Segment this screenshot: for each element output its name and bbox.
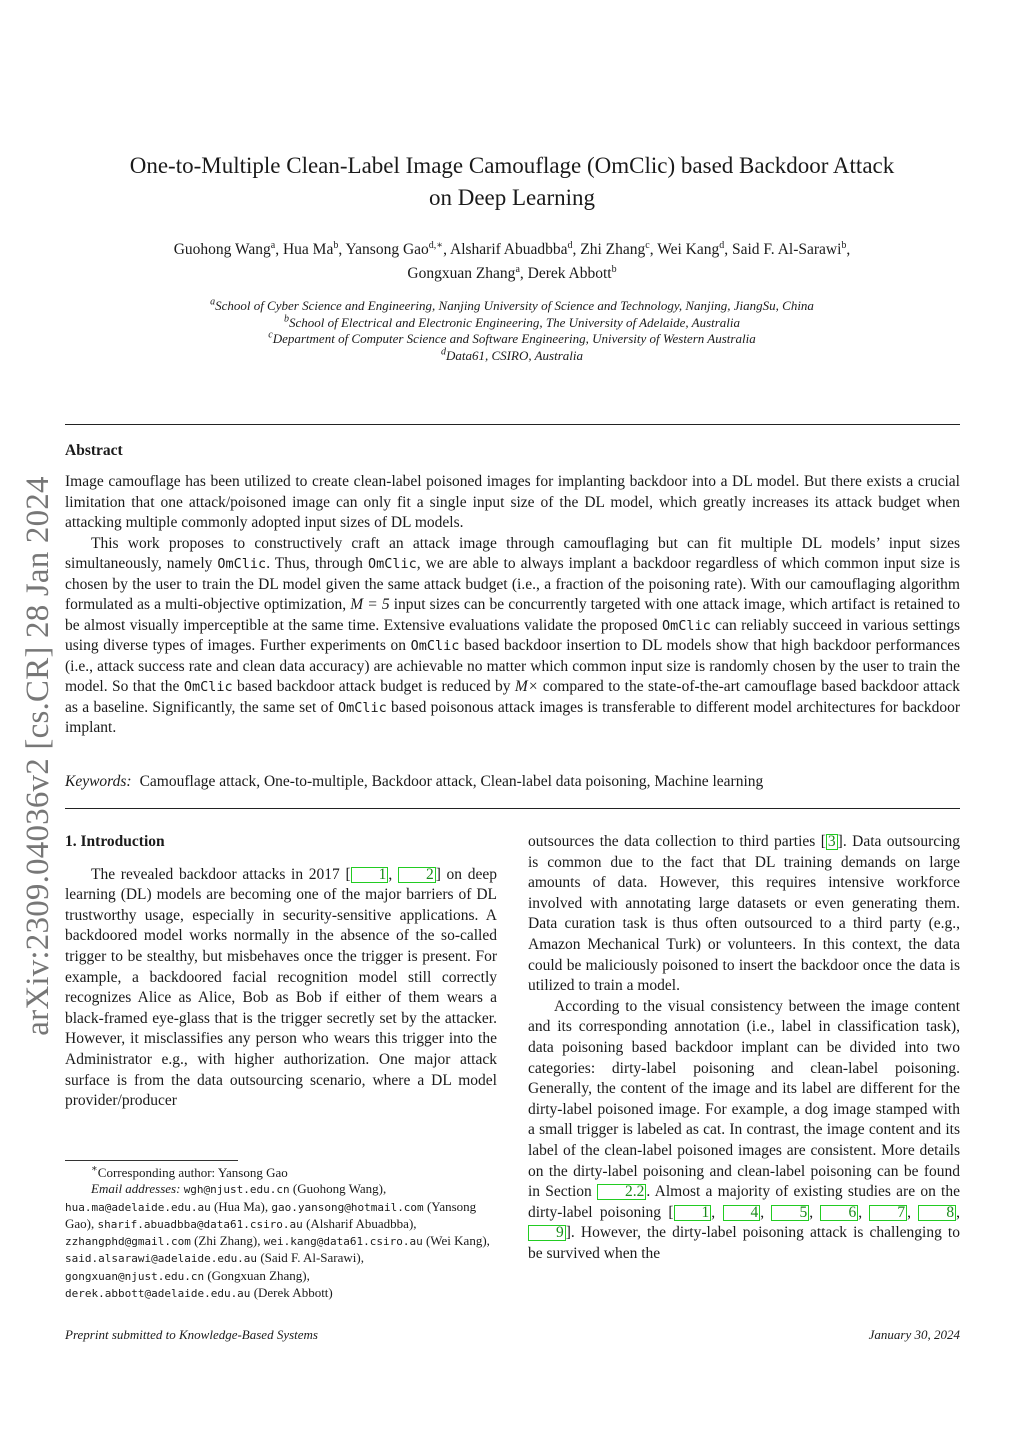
email-link[interactable]: sharif.abuadbba@data61.csiro.au (97, 1217, 303, 1231)
left-column (65, 832, 497, 1112)
author-name: Alsharif Abuadbba (450, 241, 568, 258)
affiliation-sup: b (283, 313, 289, 325)
corresponding-author (65, 1165, 497, 1181)
affiliation (60, 331, 964, 348)
author-sup: b (611, 263, 617, 275)
affiliation-sup: a (210, 296, 216, 308)
text-run: The revealed backdoor attacks in 2017 [ (91, 865, 351, 883)
affiliation-sup: c (268, 329, 273, 341)
text-run: , we are able to always implant a backdoor regardless of which common input size is chosen by the user to train the DL model given the same attack budget (i.e., a fraction of the poisoning rate). With our camouflaging algorithm formulated as a multi-objective optimization, (65, 555, 960, 613)
citation-link[interactable]: 6 (820, 1205, 858, 1221)
text-run: This work proposes to constructively craft an attack image through camouflaging but can fit multiple DL models’ input sizes simultaneously, namely (65, 534, 960, 572)
text-run: based backdoor attack budget is reduced by (232, 678, 515, 695)
keywords-label: Keywords: (65, 773, 132, 790)
text-run: , (388, 865, 398, 883)
email-owner: (Hua Ma), (213, 1198, 269, 1214)
email-owner: (Guohong Wang), (292, 1181, 387, 1197)
author-sup: c (645, 239, 650, 251)
author-sup: b (333, 239, 339, 251)
email-owner: (Zhi Zhang), (194, 1233, 261, 1249)
text-run: compared to the state-of-the-art camouflage based backdoor attack as a baseline. Significantly, the same set of (65, 678, 960, 716)
email-owner: (Alsharif Abuadbba), (306, 1215, 417, 1231)
affiliation-text: Data61, CSIRO, Australia (446, 347, 583, 363)
section-heading-introduction: 1. Introduction (65, 833, 165, 850)
footnote-rule (65, 1160, 238, 1161)
author-sup: d,∗ (428, 239, 444, 251)
citation-link[interactable]: 9 (528, 1225, 566, 1241)
email-link[interactable]: said.alsarawi@adelaide.edu.au (65, 1252, 258, 1266)
author-name: Zhi Zhang (580, 241, 646, 258)
author-list: Guohong Wang$^a$, Hua Ma$^b$, Yansong Gao$^{d,∗}$, Alsharif Abuadbba$^d$, Zhi Zhang$^c$, Wei Kang$^d$, Said F. Al-Sarawi$^b$, Gongxuan Zhang$^a$, Derek Abbott$^b$ (173, 239, 851, 282)
affiliation (60, 298, 964, 315)
text-run: ]. Data outsourcing is common due to the fact that DL training demands on large amounts of data. However, this requires intensive workforce involved with annotating large datasets or even generating them. Data curation task is thus often outsourced to a third party (e.g., Amazon Mechanical Turk) or volunteers. In this context, the data could be maliciously poisoned to insert the backdoor once the data is utilized to train a model. (528, 833, 960, 995)
author-sup: a (270, 239, 276, 251)
method-name: OmClic (337, 699, 387, 716)
right-column (528, 832, 960, 1264)
email-owner: (Yansong Gao), (65, 1198, 477, 1231)
author-name: Wei Kang (657, 241, 720, 258)
author-sup: d (567, 239, 573, 251)
text-run: based backdoor insertion to DL models show that high backdoor performances (i.e., attack success rate and clean data accuracy) are achievable no matter which common input size is randomly chosen by the user to train the model. So that the (65, 637, 960, 695)
email-link[interactable]: zzhangphd@gmail.com (65, 1235, 191, 1249)
text-run: outsources the data collection to third parties [ (528, 833, 826, 850)
intro-paragraph-1-continued (528, 832, 960, 997)
email-label: Email addresses: (91, 1181, 181, 1197)
text-run: According to the visual consistency between the image content and its corresponding annotation (i.e., label in classification task), data poisoning based backdoor implant can be divided into two categories: dirty-label poisoning and clean-label poisoning. Generally, the content of the image and its label are different for the dirty-label poisoned image. For example, a dog image stamped with a small trigger is labeled as cat. In contrast, the image content and its label of the clean-label poisoned images are consistent. More details on the dirty-label poisoning and clean-label poisoning can be found in Section (528, 997, 960, 1201)
citation-link[interactable]: 8 (918, 1205, 956, 1221)
abstract-heading: Abstract (65, 442, 123, 459)
email-owner: (Derek Abbott) (253, 1285, 333, 1301)
author-sup: d (719, 239, 725, 251)
affiliation-text: School of Electrical and Electronic Engineering, The University of Adelaide, Australia (288, 314, 741, 330)
keywords (65, 773, 960, 791)
method-name: OmClic (217, 556, 267, 572)
citation-link[interactable]: 7 (869, 1205, 907, 1221)
title-line-1: One-to-Multiple Clean-Label Image Camouflage (OmClic) based Backdoor Attack (129, 153, 895, 178)
affiliation (60, 315, 964, 332)
citation-link[interactable]: 5 (771, 1205, 809, 1221)
text-run: based poisonous attack images is transferable to different model architectures for backdoor implant. (65, 698, 960, 736)
email-link[interactable]: wgh@njust.edu.cn (183, 1183, 290, 1197)
author-name: Guohong Wang (173, 241, 271, 258)
section-link[interactable]: 2.2 (597, 1184, 646, 1200)
email-link[interactable]: gao.yansong@hotmail.com (271, 1200, 424, 1214)
arxiv-stamp: arXiv:2309.04036v2 [cs.CR] 28 Jan 2024 (20, 476, 56, 1036)
citation-link[interactable]: 1 (351, 867, 389, 883)
citation-link[interactable]: 3 (827, 833, 836, 850)
text-run: . Almost a majority of existing studies are on the dirty-label poisoning [ (528, 1183, 960, 1221)
intro-paragraph-2: According to the visual consistency between the image content and its corresponding annotation (i.e., label in classification task), data poisoning based backdoor implant can be divided into two categories: dirty-label poisoning and clean-label poisoning. Generally, the content of the image and its label are different for the dirty-label poisoned image. For example, a dog image stamped with a small trigger is labeled as cat. In contrast, the image content and its label of the clean-label poisoned images are consistent. More details on the dirty-label poisoning and clean-label poisoning can be found in Section 2.2 . Almost a majority of existing studies are on the dirty-label poisoning [ 1 , 4 , 5 , 6 , 7 , 8 , 9 ]. However, the dirty-label poisoning attack is challenging to be survived when the (528, 997, 961, 1262)
affiliation-text: Department of Computer Science and Software Engineering, University of Western Australia (272, 331, 756, 346)
abstract-bottom-rule (65, 808, 960, 809)
author-name: Hua Ma (282, 241, 334, 258)
corresponding-author-text: Corresponding author: Yansong Gao (97, 1165, 288, 1180)
keywords-text: Camouflage attack, One-to-multiple, Backdoor attack, Clean-label data poisoning, Machine learning (139, 773, 764, 790)
footer-date: January 30, 2024 (868, 1327, 960, 1342)
author-name: Gongxuan Zhang (407, 265, 516, 282)
text-run: can reliably succeed in various settings using diverse types of images. Further experiments on (65, 616, 960, 654)
email-owner: (Wei Kang), (425, 1233, 490, 1249)
author-name: Derek Abbott (527, 265, 612, 282)
email-addresses (65, 1181, 497, 1302)
footnote-marker: ∗ (91, 1163, 98, 1175)
email-owner: (Gongxuan Zhang), (207, 1267, 310, 1283)
email-link[interactable]: gongxuan@njust.edu.cn (65, 1269, 205, 1283)
abstract-paragraph-1: Image camouflage has been utilized to create clean-label poisoned images for implanting backdoor into a DL model. But there exists a crucial limitation that one attack/poisoned image can only fit a single input size of the DL model, which greatly increases its attack budget when attacking multiple commonly adopted input sizes of DL models. (65, 473, 960, 531)
footnote (65, 1165, 497, 1302)
affiliation-sup: d (441, 346, 446, 358)
math-expression: M = 5 (350, 596, 390, 613)
method-name: OmClic (410, 638, 460, 654)
paper-title (60, 150, 964, 214)
citation-link[interactable]: 4 (723, 1205, 761, 1221)
method-name: OmClic (662, 617, 711, 634)
author-name: Yansong Gao (345, 241, 429, 258)
intro-paragraph-1 (65, 865, 497, 1112)
citation-link[interactable]: 2 (398, 867, 436, 883)
math-expression: M× (514, 678, 539, 695)
author-sup: b (841, 239, 847, 251)
affiliations (60, 298, 964, 364)
text-run: ] on deep learning (DL) models are becoming one of the major barriers of DL trustworthy usage, especially in security-sensitive applications. A backdoored model works normally in the absence of the so-called trigger to be stealthy, but misbehaves once the trigger is present. For example, a backdoored facial recognition model still correctly recognizes Alice as Alice, Bob as Bob if either of them wears a black-framed eye-glass that is the trigger secretly set by the attacker. However, it misclassifies any person who wears this trigger into the Administrator e.g., with higher authorization. One major attack surface is from the data outsourcing scenario, where a DL model provider/producer (65, 865, 497, 1110)
author-name: Said F. Al-Sarawi (731, 241, 842, 258)
abstract-top-rule (65, 424, 960, 425)
affiliation-text: School of Cyber Science and Engineering, Nanjing University of Science and Technology, Nanjing, JiangSu, China (215, 298, 814, 313)
text-run: . Thus, through (266, 555, 368, 572)
title-line-2: on Deep Learning (428, 185, 596, 210)
method-name: OmClic (367, 556, 417, 572)
text-run: input sizes can be concurrently targeted with one attack image, which artifact is retained to be almost visually imperceptible at the same time. Extensive evaluations validate the proposed (65, 596, 961, 634)
author-sup: a (515, 263, 520, 275)
footer-preprint-note: Preprint submitted to Knowledge-Based Systems (65, 1327, 318, 1342)
text-run: ]. However, the dirty-label poisoning attack is challenging to be survived when the (528, 1224, 960, 1262)
abstract-paragraph-2 (65, 534, 960, 739)
abstract-body (65, 472, 960, 739)
email-owner: (Said F. Al-Sarawi), (260, 1250, 364, 1266)
email-link[interactable]: hua.ma@adelaide.edu.au (65, 1200, 211, 1214)
email-link[interactable]: derek.abbott@adelaide.edu.au (65, 1287, 251, 1301)
affiliation (60, 348, 964, 365)
citation-link[interactable]: 1 (674, 1205, 712, 1221)
method-name: OmClic (183, 679, 233, 695)
email-link[interactable]: wei.kang@data61.csiro.au (263, 1235, 423, 1249)
